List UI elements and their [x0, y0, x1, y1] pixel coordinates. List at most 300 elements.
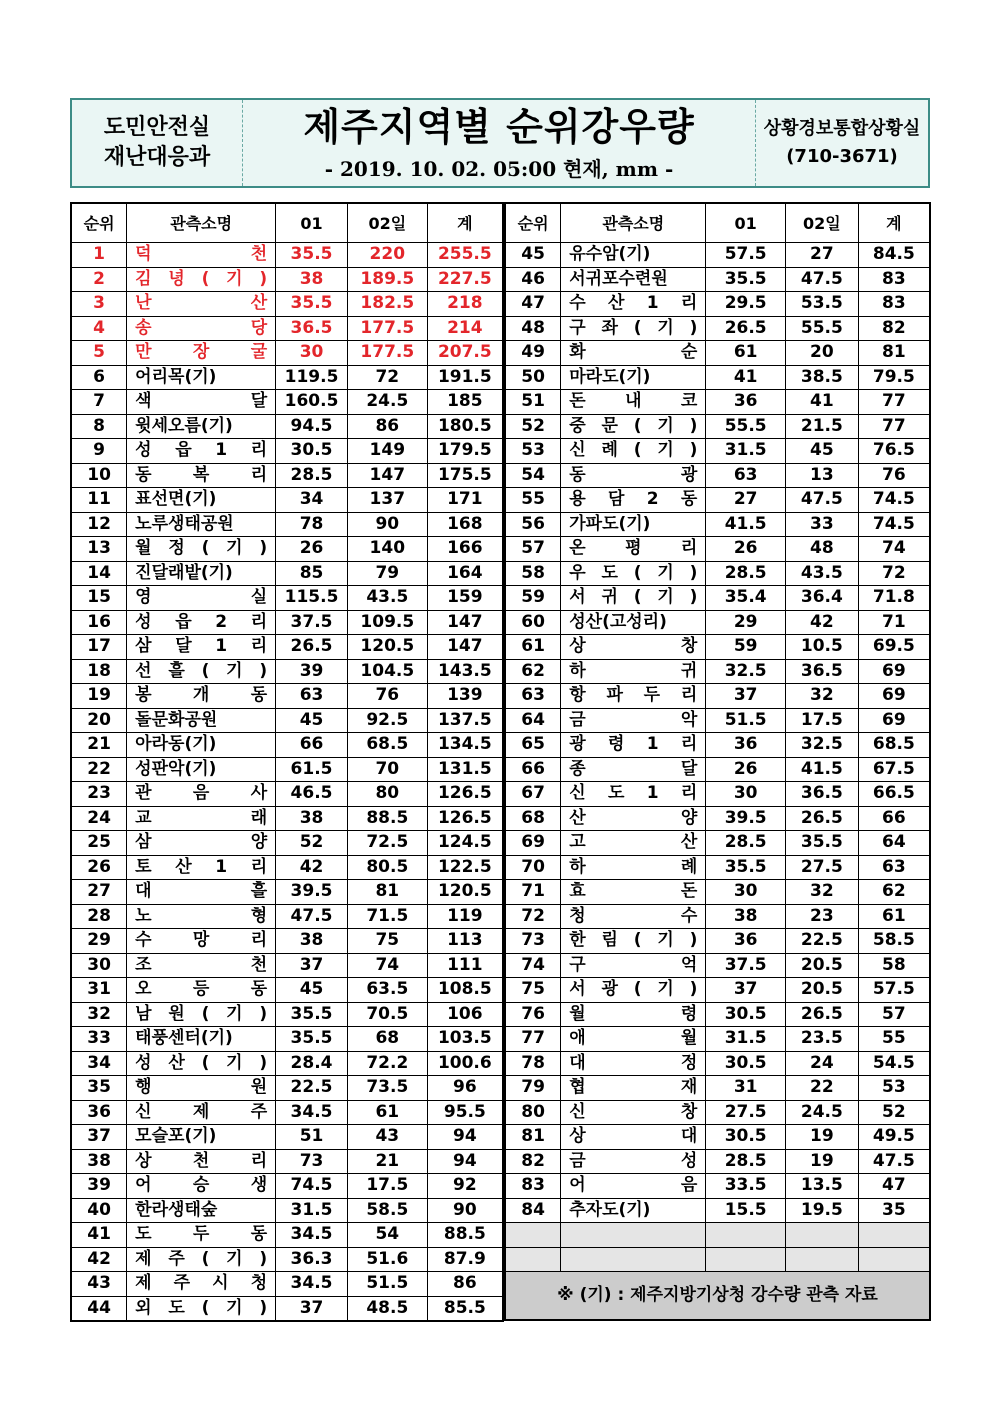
day02-cell: 43 [347, 1125, 427, 1150]
table-row [71, 659, 503, 684]
station-name-cell: 진달래밭(기) [127, 561, 276, 586]
rank-cell: 28 [71, 904, 127, 929]
day01-cell: 30.5 [706, 1051, 786, 1076]
table-row [505, 537, 930, 562]
rank-cell: 60 [505, 610, 561, 635]
day02-cell: 20 [786, 341, 859, 366]
table-row [71, 708, 503, 733]
day02-cell: 21 [347, 1149, 427, 1174]
day01-cell: 36 [706, 733, 786, 758]
day01-cell: 37 [706, 978, 786, 1003]
day01-cell: 61 [706, 341, 786, 366]
day01-cell: 22.5 [276, 1076, 348, 1101]
rank-cell: 64 [505, 708, 561, 733]
phone-number: (710-3671) [786, 146, 898, 167]
station-name-cell: 삼 양 [127, 831, 276, 856]
day02-cell: 38.5 [786, 365, 859, 390]
station-name-cell: 구 억 [561, 953, 706, 978]
day01-cell: 38 [276, 267, 348, 292]
day02-cell: 19 [786, 1125, 859, 1150]
total-cell: 74 [858, 537, 930, 562]
day02-cell: 20.5 [786, 978, 859, 1003]
day02-cell: 35.5 [786, 831, 859, 856]
station-name-cell: 서귀포수련원 [561, 267, 706, 292]
rank-cell: 22 [71, 757, 127, 782]
day01-cell: 46.5 [276, 782, 348, 807]
day01-cell: 34.5 [276, 1100, 348, 1125]
rank-cell: 63 [505, 684, 561, 709]
station-name-cell: 한 림 ( 기 ) [561, 929, 706, 954]
day02-cell: 36.4 [786, 586, 859, 611]
day01-cell: 63 [706, 463, 786, 488]
day01-cell: 63 [276, 684, 348, 709]
day01-cell: 78 [276, 512, 348, 537]
station-name-cell: 도 두 동 [127, 1223, 276, 1248]
rank-cell: 81 [505, 1125, 561, 1150]
day01-cell: 39.5 [706, 806, 786, 831]
rank-cell: 37 [71, 1125, 127, 1150]
table-row [505, 684, 930, 709]
day02-cell: 51.6 [347, 1247, 427, 1272]
table-row [71, 1027, 503, 1052]
table-row [71, 1296, 503, 1321]
col-rank: 순위 [505, 203, 561, 243]
day02-cell: 137 [347, 488, 427, 513]
total-cell: 100.6 [427, 1051, 503, 1076]
rank-cell: 8 [71, 414, 127, 439]
rank-cell: 36 [71, 1100, 127, 1125]
total-cell: 120.5 [427, 880, 503, 905]
rank-cell: 44 [71, 1296, 127, 1321]
table-row [71, 365, 503, 390]
total-cell: 83 [858, 292, 930, 317]
table-row [71, 439, 503, 464]
day02-cell: 32.5 [786, 733, 859, 758]
station-name-cell: 서 광 ( 기 ) [561, 978, 706, 1003]
day02-cell: 32 [786, 880, 859, 905]
rank-cell: 71 [505, 880, 561, 905]
table-header-row [505, 203, 930, 243]
total-cell: 57 [858, 1002, 930, 1027]
rank-cell: 29 [71, 929, 127, 954]
table-row [71, 1247, 503, 1272]
empty-cell [706, 1247, 786, 1272]
table-row [71, 586, 503, 611]
day01-cell: 26 [706, 757, 786, 782]
table-row [505, 243, 930, 268]
station-name-cell: 금 악 [561, 708, 706, 733]
rank-cell: 9 [71, 439, 127, 464]
station-name-cell: 중 문 ( 기 ) [561, 414, 706, 439]
col-day02: 02일 [786, 203, 859, 243]
total-cell: 55 [858, 1027, 930, 1052]
rank-cell: 59 [505, 586, 561, 611]
station-name-cell: 만 장 굴 [127, 341, 276, 366]
total-cell: 86 [427, 1272, 503, 1297]
day02-cell: 120.5 [347, 635, 427, 660]
day01-cell: 27 [706, 488, 786, 513]
rank-cell: 25 [71, 831, 127, 856]
day01-cell: 37 [276, 953, 348, 978]
station-name-cell: 성산(고성리) [561, 610, 706, 635]
page-title: 제주지역별 순위강우량 [303, 104, 695, 149]
station-name-cell: 대 정 [561, 1051, 706, 1076]
station-name-cell: 구 좌 ( 기 ) [561, 316, 706, 341]
table-row [505, 1076, 930, 1101]
rank-cell: 5 [71, 341, 127, 366]
empty-cell [505, 1247, 561, 1272]
table-row [505, 414, 930, 439]
total-cell: 68.5 [858, 733, 930, 758]
station-name-cell: 어 승 생 [127, 1174, 276, 1199]
title-block [243, 100, 755, 186]
day02-cell: 36.5 [786, 659, 859, 684]
day01-cell: 34.5 [276, 1272, 348, 1297]
day02-cell: 70.5 [347, 1002, 427, 1027]
station-name-cell: 청 수 [561, 904, 706, 929]
table-row [505, 1149, 930, 1174]
day01-cell: 35.5 [276, 1027, 348, 1052]
day02-cell: 72.2 [347, 1051, 427, 1076]
day02-cell: 48 [786, 537, 859, 562]
rank-cell: 61 [505, 635, 561, 660]
rank-cell: 6 [71, 365, 127, 390]
station-name-cell: 화 순 [561, 341, 706, 366]
day02-cell: 149 [347, 439, 427, 464]
station-name-cell: 수 망 리 [127, 929, 276, 954]
day02-cell: 68.5 [347, 733, 427, 758]
table-row [71, 1100, 503, 1125]
table-row [71, 782, 503, 807]
day01-cell: 26.5 [276, 635, 348, 660]
table-row [505, 904, 930, 929]
note-row [505, 1272, 930, 1321]
rank-cell: 32 [71, 1002, 127, 1027]
total-cell: 83 [858, 267, 930, 292]
station-name-cell: 산 양 [561, 806, 706, 831]
rank-cell: 43 [71, 1272, 127, 1297]
total-cell: 214 [427, 316, 503, 341]
day01-cell: 32.5 [706, 659, 786, 684]
day02-cell: 47.5 [786, 488, 859, 513]
table-row [505, 316, 930, 341]
day02-cell: 36.5 [786, 782, 859, 807]
day02-cell: 22 [786, 1076, 859, 1101]
day01-cell: 36.5 [276, 316, 348, 341]
rank-cell: 20 [71, 708, 127, 733]
rank-cell: 74 [505, 953, 561, 978]
table-row [71, 684, 503, 709]
day02-cell: 147 [347, 463, 427, 488]
day01-cell: 33.5 [706, 1174, 786, 1199]
station-name-cell: 광 령 1 리 [561, 733, 706, 758]
station-name-cell: 덕 천 [127, 243, 276, 268]
total-cell: 134.5 [427, 733, 503, 758]
total-cell: 92 [427, 1174, 503, 1199]
station-name-cell: 오 등 동 [127, 978, 276, 1003]
station-name-cell: 표선면(기) [127, 488, 276, 513]
day02-cell: 109.5 [347, 610, 427, 635]
table-row [505, 1002, 930, 1027]
day02-cell: 140 [347, 537, 427, 562]
rank-cell: 11 [71, 488, 127, 513]
total-cell: 179.5 [427, 439, 503, 464]
total-cell: 72 [858, 561, 930, 586]
station-name-cell: 영 실 [127, 586, 276, 611]
table-row [505, 463, 930, 488]
total-cell: 147 [427, 610, 503, 635]
day02-cell: 90 [347, 512, 427, 537]
station-name-cell: 아라동(기) [127, 733, 276, 758]
table-row [505, 1051, 930, 1076]
total-cell: 137.5 [427, 708, 503, 733]
day01-cell: 73 [276, 1149, 348, 1174]
total-cell: 49.5 [858, 1125, 930, 1150]
total-cell: 58.5 [858, 929, 930, 954]
station-name-cell: 돌문화공원 [127, 708, 276, 733]
station-name-cell: 삼 달 1 리 [127, 635, 276, 660]
day01-cell: 35.5 [276, 292, 348, 317]
rank-cell: 14 [71, 561, 127, 586]
station-name-cell: 애 월 [561, 1027, 706, 1052]
total-cell: 79.5 [858, 365, 930, 390]
table-row [505, 708, 930, 733]
station-name-cell: 토 산 1 리 [127, 855, 276, 880]
rank-cell: 15 [71, 586, 127, 611]
table-row [505, 929, 930, 954]
rank-cell: 83 [505, 1174, 561, 1199]
day02-cell: 55.5 [786, 316, 859, 341]
total-cell: 47.5 [858, 1149, 930, 1174]
total-cell: 76 [858, 463, 930, 488]
station-name-cell: 유수암(기) [561, 243, 706, 268]
table-row [505, 635, 930, 660]
rank-cell: 13 [71, 537, 127, 562]
rank-cell: 78 [505, 1051, 561, 1076]
station-name-cell: 종 달 [561, 757, 706, 782]
day01-cell: 27.5 [706, 1100, 786, 1125]
table-row [71, 292, 503, 317]
table-row [71, 733, 503, 758]
day02-cell: 80.5 [347, 855, 427, 880]
day02-cell: 75 [347, 929, 427, 954]
rank-cell: 18 [71, 659, 127, 684]
day01-cell: 30 [706, 880, 786, 905]
station-name-cell: 남 원 ( 기 ) [127, 1002, 276, 1027]
rank-cell: 17 [71, 635, 127, 660]
day01-cell: 15.5 [706, 1198, 786, 1223]
day02-cell: 73.5 [347, 1076, 427, 1101]
total-cell: 113 [427, 929, 503, 954]
rank-cell: 10 [71, 463, 127, 488]
rank-cell: 77 [505, 1027, 561, 1052]
department-block [72, 100, 243, 186]
day02-cell: 19 [786, 1149, 859, 1174]
station-name-cell: 월 령 [561, 1002, 706, 1027]
day01-cell: 55.5 [706, 414, 786, 439]
total-cell: 143.5 [427, 659, 503, 684]
rank-cell: 27 [71, 880, 127, 905]
day01-cell: 51.5 [706, 708, 786, 733]
day02-cell: 33 [786, 512, 859, 537]
day01-cell: 74.5 [276, 1174, 348, 1199]
total-cell: 66 [858, 806, 930, 831]
table-row [505, 757, 930, 782]
station-name-cell: 수 산 1 리 [561, 292, 706, 317]
day01-cell: 31.5 [706, 439, 786, 464]
total-cell: 71.8 [858, 586, 930, 611]
station-name-cell: 추자도(기) [561, 1198, 706, 1223]
table-row [71, 1174, 503, 1199]
total-cell: 207.5 [427, 341, 503, 366]
station-name-cell: 색 달 [127, 390, 276, 415]
day02-cell: 80 [347, 782, 427, 807]
table-row [505, 365, 930, 390]
table-row [505, 1100, 930, 1125]
station-name-cell: 상 대 [561, 1125, 706, 1150]
rank-cell: 66 [505, 757, 561, 782]
day01-cell: 28.5 [706, 831, 786, 856]
day02-cell: 27 [786, 243, 859, 268]
day01-cell: 37 [706, 684, 786, 709]
rank-cell: 67 [505, 782, 561, 807]
rank-cell: 12 [71, 512, 127, 537]
day02-cell: 104.5 [347, 659, 427, 684]
day01-cell: 31 [706, 1076, 786, 1101]
station-name-cell: 난 산 [127, 292, 276, 317]
total-cell: 63 [858, 855, 930, 880]
table-row [71, 806, 503, 831]
empty-row [505, 1247, 930, 1272]
total-cell: 103.5 [427, 1027, 503, 1052]
station-name-cell: 동 복 리 [127, 463, 276, 488]
empty-cell [561, 1223, 706, 1248]
total-cell: 47 [858, 1174, 930, 1199]
station-name-cell: 성 읍 1 리 [127, 439, 276, 464]
day01-cell: 38 [276, 929, 348, 954]
total-cell: 171 [427, 488, 503, 513]
day01-cell: 47.5 [276, 904, 348, 929]
total-cell: 66.5 [858, 782, 930, 807]
day02-cell: 81 [347, 880, 427, 905]
day02-cell: 54 [347, 1223, 427, 1248]
rank-cell: 34 [71, 1051, 127, 1076]
rank-cell: 42 [71, 1247, 127, 1272]
table-row [71, 610, 503, 635]
rank-cell: 45 [505, 243, 561, 268]
day01-cell: 30.5 [706, 1125, 786, 1150]
rank-cell: 72 [505, 904, 561, 929]
rank-cell: 54 [505, 463, 561, 488]
station-name-cell: 온 평 리 [561, 537, 706, 562]
total-cell: 124.5 [427, 831, 503, 856]
total-cell: 77 [858, 414, 930, 439]
rank-cell: 73 [505, 929, 561, 954]
rank-cell: 84 [505, 1198, 561, 1223]
table-row [505, 806, 930, 831]
col-rank: 순위 [71, 203, 127, 243]
station-name-cell: 노루생태공원 [127, 512, 276, 537]
table-row [71, 1272, 503, 1297]
station-name-cell: 신 창 [561, 1100, 706, 1125]
station-name-cell: 제 주 ( 기 ) [127, 1247, 276, 1272]
rank-cell: 56 [505, 512, 561, 537]
table-row [505, 831, 930, 856]
day01-cell: 39.5 [276, 880, 348, 905]
station-name-cell: 어 음 [561, 1174, 706, 1199]
day01-cell: 35.5 [706, 267, 786, 292]
total-cell: 76.5 [858, 439, 930, 464]
rank-cell: 3 [71, 292, 127, 317]
rank-cell: 31 [71, 978, 127, 1003]
day01-cell: 41.5 [706, 512, 786, 537]
table-row [71, 904, 503, 929]
total-cell: 54.5 [858, 1051, 930, 1076]
station-name-cell: 한라생태숲 [127, 1198, 276, 1223]
total-cell: 131.5 [427, 757, 503, 782]
table-row [505, 1125, 930, 1150]
day02-cell: 24.5 [347, 390, 427, 415]
total-cell: 164 [427, 561, 503, 586]
station-name-cell: 대 흘 [127, 880, 276, 905]
day01-cell: 37 [276, 1296, 348, 1321]
table-row [71, 953, 503, 978]
total-cell: 159 [427, 586, 503, 611]
table-row [505, 390, 930, 415]
station-name-cell: 윗세오름(기) [127, 414, 276, 439]
day01-cell: 31.5 [706, 1027, 786, 1052]
table-row [71, 463, 503, 488]
day01-cell: 36.3 [276, 1247, 348, 1272]
total-cell: 52 [858, 1100, 930, 1125]
station-name-cell: 협 재 [561, 1076, 706, 1101]
table-row [71, 929, 503, 954]
day01-cell: 38 [276, 806, 348, 831]
table-row [505, 978, 930, 1003]
table-row [505, 292, 930, 317]
total-cell: 218 [427, 292, 503, 317]
total-cell: 126.5 [427, 806, 503, 831]
total-cell: 85.5 [427, 1296, 503, 1321]
station-name-cell: 우 도 ( 기 ) [561, 561, 706, 586]
station-name-cell: 효 돈 [561, 880, 706, 905]
table-row [71, 414, 503, 439]
station-name-cell: 돈 내 코 [561, 390, 706, 415]
total-cell: 191.5 [427, 365, 503, 390]
total-cell: 71 [858, 610, 930, 635]
table-row [71, 831, 503, 856]
day01-cell: 35.4 [706, 586, 786, 611]
day02-cell: 22.5 [786, 929, 859, 954]
total-cell: 87.9 [427, 1247, 503, 1272]
day02-cell: 177.5 [347, 316, 427, 341]
day01-cell: 36 [706, 390, 786, 415]
table-row [71, 267, 503, 292]
total-cell: 69 [858, 708, 930, 733]
day02-cell: 21.5 [786, 414, 859, 439]
table-row [71, 488, 503, 513]
department-line-2: 재난대응과 [103, 145, 211, 170]
day01-cell: 28.5 [706, 1149, 786, 1174]
table-row [71, 1076, 503, 1101]
day01-cell: 41 [706, 365, 786, 390]
day02-cell: 13 [786, 463, 859, 488]
rank-cell: 68 [505, 806, 561, 831]
table-row [505, 953, 930, 978]
table-row [505, 855, 930, 880]
day02-cell: 10.5 [786, 635, 859, 660]
total-cell: 74.5 [858, 512, 930, 537]
